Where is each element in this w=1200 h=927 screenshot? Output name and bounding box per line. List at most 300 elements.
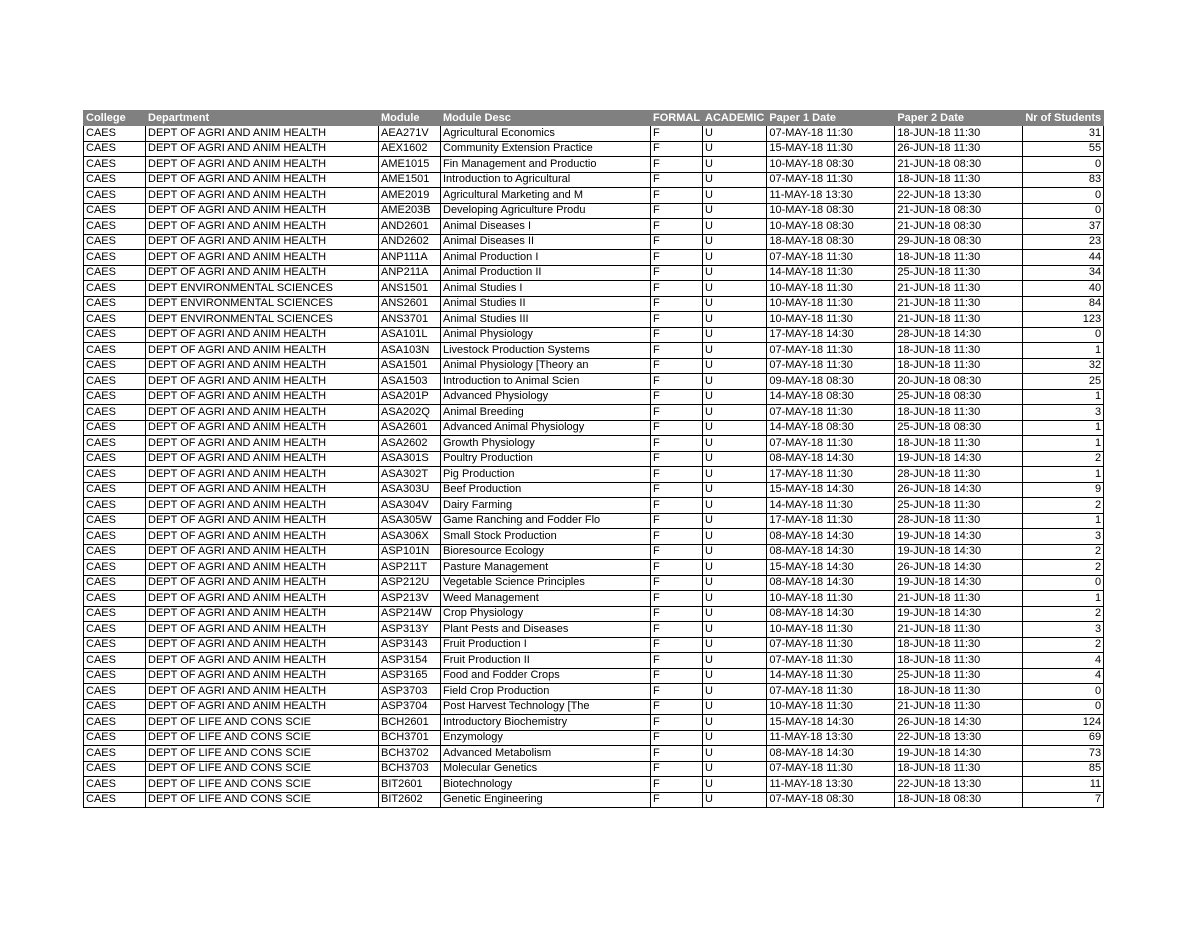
- cell-nr-students: 85: [1023, 761, 1104, 777]
- table-row: [84, 761, 1104, 777]
- cell-department: DEPT OF AGRI AND ANIM HEALTH: [146, 560, 379, 576]
- cell-module-desc: Animal Physiology: [441, 327, 651, 343]
- cell-college: CAES: [84, 203, 146, 219]
- cell-academic: U: [703, 389, 767, 405]
- cell-module: ASA2602: [379, 436, 441, 452]
- cell-academic: U: [703, 219, 767, 235]
- cell-paper2-date: 25-JUN-18 08:30: [895, 420, 1023, 436]
- cell-paper2-date: 22-JUN-18 13:30: [895, 188, 1023, 204]
- table-row: [84, 141, 1104, 157]
- cell-department: DEPT OF AGRI AND ANIM HEALTH: [146, 327, 379, 343]
- cell-paper2-date: 21-JUN-18 11:30: [895, 622, 1023, 638]
- cell-department: DEPT OF AGRI AND ANIM HEALTH: [146, 498, 379, 514]
- cell-college: CAES: [84, 668, 146, 684]
- cell-paper2-date: 28-JUN-18 14:30: [895, 327, 1023, 343]
- cell-paper2-date: 19-JUN-18 14:30: [895, 575, 1023, 591]
- cell-paper2-date: 18-JUN-18 11:30: [895, 761, 1023, 777]
- cell-college: CAES: [84, 281, 146, 297]
- cell-academic: U: [703, 327, 767, 343]
- cell-paper2-date: 21-JUN-18 11:30: [895, 296, 1023, 312]
- cell-nr-students: 4: [1023, 668, 1104, 684]
- cell-module: ASP101N: [379, 544, 441, 560]
- cell-paper2-date: 20-JUN-18 08:30: [895, 374, 1023, 390]
- cell-nr-students: 1: [1023, 467, 1104, 483]
- cell-paper1-date: 07-MAY-18 11:30: [767, 358, 895, 374]
- cell-nr-students: 1: [1023, 591, 1104, 607]
- cell-formal: F: [651, 281, 703, 297]
- cell-nr-students: 83: [1023, 172, 1104, 188]
- table-row: [84, 234, 1104, 250]
- cell-college: CAES: [84, 560, 146, 576]
- cell-paper2-date: 25-JUN-18 11:30: [895, 265, 1023, 281]
- cell-module: ASA302T: [379, 467, 441, 483]
- cell-module-desc: Advanced Metabolism: [441, 746, 651, 762]
- cell-module: AND2601: [379, 219, 441, 235]
- cell-module-desc: Advanced Animal Physiology: [441, 420, 651, 436]
- cell-paper1-date: 08-MAY-18 14:30: [767, 575, 895, 591]
- cell-formal: F: [651, 715, 703, 731]
- cell-department: DEPT OF AGRI AND ANIM HEALTH: [146, 606, 379, 622]
- cell-module: ASP3165: [379, 668, 441, 684]
- cell-nr-students: 2: [1023, 560, 1104, 576]
- cell-academic: U: [703, 451, 767, 467]
- cell-formal: F: [651, 606, 703, 622]
- cell-module: AEA271V: [379, 126, 441, 142]
- cell-department: DEPT OF AGRI AND ANIM HEALTH: [146, 513, 379, 529]
- table-row: [84, 188, 1104, 204]
- cell-academic: U: [703, 668, 767, 684]
- cell-department: DEPT OF LIFE AND CONS SCIE: [146, 792, 379, 808]
- cell-module: ANS3701: [379, 312, 441, 328]
- cell-module: AME1501: [379, 172, 441, 188]
- cell-academic: U: [703, 467, 767, 483]
- cell-department: DEPT OF AGRI AND ANIM HEALTH: [146, 668, 379, 684]
- cell-academic: U: [703, 157, 767, 173]
- cell-academic: U: [703, 591, 767, 607]
- cell-paper2-date: 21-JUN-18 08:30: [895, 203, 1023, 219]
- table-row: [84, 575, 1104, 591]
- cell-college: CAES: [84, 637, 146, 653]
- header-module: Module: [379, 111, 441, 126]
- cell-academic: U: [703, 699, 767, 715]
- cell-college: CAES: [84, 575, 146, 591]
- cell-module-desc: Game Ranching and Fodder Flo: [441, 513, 651, 529]
- cell-academic: U: [703, 405, 767, 421]
- cell-nr-students: 84: [1023, 296, 1104, 312]
- cell-paper2-date: 18-JUN-18 08:30: [895, 792, 1023, 808]
- cell-module: ASA1501: [379, 358, 441, 374]
- cell-academic: U: [703, 312, 767, 328]
- cell-module-desc: Fruit Production II: [441, 653, 651, 669]
- cell-module: ASA201P: [379, 389, 441, 405]
- cell-module: ASP3704: [379, 699, 441, 715]
- cell-formal: F: [651, 141, 703, 157]
- cell-module-desc: Growth Physiology: [441, 436, 651, 452]
- table-header: [84, 111, 1104, 126]
- cell-paper1-date: 07-MAY-18 11:30: [767, 126, 895, 142]
- cell-module-desc: Molecular Genetics: [441, 761, 651, 777]
- cell-module: ASA202Q: [379, 405, 441, 421]
- cell-nr-students: 3: [1023, 405, 1104, 421]
- cell-academic: U: [703, 172, 767, 188]
- cell-paper1-date: 07-MAY-18 11:30: [767, 436, 895, 452]
- cell-module: ANS1501: [379, 281, 441, 297]
- table-row: [84, 157, 1104, 173]
- cell-college: CAES: [84, 451, 146, 467]
- cell-department: DEPT OF AGRI AND ANIM HEALTH: [146, 482, 379, 498]
- table-row: [84, 513, 1104, 529]
- cell-academic: U: [703, 746, 767, 762]
- cell-college: CAES: [84, 653, 146, 669]
- cell-college: CAES: [84, 777, 146, 793]
- cell-formal: F: [651, 296, 703, 312]
- cell-nr-students: 2: [1023, 451, 1104, 467]
- table-row: [84, 668, 1104, 684]
- cell-paper1-date: 11-MAY-18 13:30: [767, 188, 895, 204]
- cell-academic: U: [703, 606, 767, 622]
- table-row: [84, 637, 1104, 653]
- cell-paper1-date: 08-MAY-18 14:30: [767, 746, 895, 762]
- cell-formal: F: [651, 203, 703, 219]
- cell-nr-students: 2: [1023, 637, 1104, 653]
- cell-paper1-date: 11-MAY-18 13:30: [767, 730, 895, 746]
- cell-college: CAES: [84, 529, 146, 545]
- header-row: [84, 111, 1104, 126]
- cell-department: DEPT OF AGRI AND ANIM HEALTH: [146, 374, 379, 390]
- cell-formal: F: [651, 482, 703, 498]
- cell-paper2-date: 18-JUN-18 11:30: [895, 653, 1023, 669]
- cell-paper1-date: 10-MAY-18 08:30: [767, 157, 895, 173]
- cell-paper1-date: 10-MAY-18 11:30: [767, 312, 895, 328]
- table-row: [84, 467, 1104, 483]
- cell-department: DEPT OF LIFE AND CONS SCIE: [146, 746, 379, 762]
- cell-paper2-date: 25-JUN-18 08:30: [895, 389, 1023, 405]
- cell-paper1-date: 15-MAY-18 11:30: [767, 141, 895, 157]
- cell-academic: U: [703, 560, 767, 576]
- cell-department: DEPT OF AGRI AND ANIM HEALTH: [146, 436, 379, 452]
- cell-module: ASA305W: [379, 513, 441, 529]
- cell-college: CAES: [84, 606, 146, 622]
- cell-formal: F: [651, 637, 703, 653]
- cell-paper1-date: 18-MAY-18 08:30: [767, 234, 895, 250]
- table-row: [84, 405, 1104, 421]
- table-row: [84, 606, 1104, 622]
- cell-module-desc: Animal Diseases II: [441, 234, 651, 250]
- cell-academic: U: [703, 358, 767, 374]
- cell-module-desc: Crop Physiology: [441, 606, 651, 622]
- cell-formal: F: [651, 219, 703, 235]
- cell-module-desc: Agricultural Marketing and M: [441, 188, 651, 204]
- cell-department: DEPT OF AGRI AND ANIM HEALTH: [146, 358, 379, 374]
- cell-academic: U: [703, 436, 767, 452]
- cell-module: ASA2601: [379, 420, 441, 436]
- cell-formal: F: [651, 591, 703, 607]
- cell-module: BCH3701: [379, 730, 441, 746]
- cell-nr-students: 0: [1023, 684, 1104, 700]
- cell-paper2-date: 19-JUN-18 14:30: [895, 529, 1023, 545]
- cell-module-desc: Agricultural Economics: [441, 126, 651, 142]
- table-row: [84, 312, 1104, 328]
- table-row: [84, 498, 1104, 514]
- cell-academic: U: [703, 544, 767, 560]
- cell-college: CAES: [84, 141, 146, 157]
- table-row: [84, 544, 1104, 560]
- table-row: [84, 451, 1104, 467]
- cell-paper2-date: 18-JUN-18 11:30: [895, 126, 1023, 142]
- table-row: [84, 203, 1104, 219]
- cell-module: ASP313Y: [379, 622, 441, 638]
- cell-college: CAES: [84, 746, 146, 762]
- cell-department: DEPT OF AGRI AND ANIM HEALTH: [146, 126, 379, 142]
- cell-nr-students: 73: [1023, 746, 1104, 762]
- cell-module: ANS2601: [379, 296, 441, 312]
- cell-paper1-date: 10-MAY-18 11:30: [767, 296, 895, 312]
- cell-paper1-date: 14-MAY-18 11:30: [767, 498, 895, 514]
- cell-nr-students: 11: [1023, 777, 1104, 793]
- cell-department: DEPT OF AGRI AND ANIM HEALTH: [146, 544, 379, 560]
- table-row: [84, 436, 1104, 452]
- cell-department: DEPT OF AGRI AND ANIM HEALTH: [146, 575, 379, 591]
- cell-module-desc: Field Crop Production: [441, 684, 651, 700]
- cell-module: AEX1602: [379, 141, 441, 157]
- cell-department: DEPT OF AGRI AND ANIM HEALTH: [146, 591, 379, 607]
- cell-paper2-date: 25-JUN-18 11:30: [895, 668, 1023, 684]
- cell-academic: U: [703, 792, 767, 808]
- cell-formal: F: [651, 188, 703, 204]
- cell-formal: F: [651, 358, 703, 374]
- cell-module: AME203B: [379, 203, 441, 219]
- cell-formal: F: [651, 777, 703, 793]
- cell-paper1-date: 14-MAY-18 08:30: [767, 389, 895, 405]
- cell-paper2-date: 19-JUN-18 14:30: [895, 746, 1023, 762]
- cell-module: ASP214W: [379, 606, 441, 622]
- cell-formal: F: [651, 622, 703, 638]
- cell-formal: F: [651, 560, 703, 576]
- cell-module: ANP111A: [379, 250, 441, 266]
- table-row: [84, 730, 1104, 746]
- cell-module-desc: Community Extension Practice: [441, 141, 651, 157]
- cell-department: DEPT OF AGRI AND ANIM HEALTH: [146, 234, 379, 250]
- table-row: [84, 358, 1104, 374]
- cell-paper2-date: 18-JUN-18 11:30: [895, 684, 1023, 700]
- cell-nr-students: 0: [1023, 699, 1104, 715]
- cell-module-desc: Biotechnology: [441, 777, 651, 793]
- cell-module-desc: Advanced Physiology: [441, 389, 651, 405]
- cell-formal: F: [651, 374, 703, 390]
- cell-module: AME1015: [379, 157, 441, 173]
- cell-paper1-date: 07-MAY-18 11:30: [767, 172, 895, 188]
- cell-paper2-date: 18-JUN-18 11:30: [895, 172, 1023, 188]
- cell-formal: F: [651, 451, 703, 467]
- cell-nr-students: 0: [1023, 203, 1104, 219]
- cell-formal: F: [651, 467, 703, 483]
- cell-formal: F: [651, 668, 703, 684]
- cell-module-desc: Bioresource Ecology: [441, 544, 651, 560]
- cell-paper2-date: 28-JUN-18 11:30: [895, 513, 1023, 529]
- cell-academic: U: [703, 730, 767, 746]
- cell-nr-students: 3: [1023, 622, 1104, 638]
- cell-academic: U: [703, 761, 767, 777]
- table-row: [84, 529, 1104, 545]
- cell-paper2-date: 26-JUN-18 14:30: [895, 715, 1023, 731]
- table-row: [84, 792, 1104, 808]
- cell-paper2-date: 18-JUN-18 11:30: [895, 637, 1023, 653]
- cell-module-desc: Vegetable Science Principles: [441, 575, 651, 591]
- cell-paper1-date: 10-MAY-18 11:30: [767, 699, 895, 715]
- cell-academic: U: [703, 374, 767, 390]
- cell-module-desc: Animal Breeding: [441, 405, 651, 421]
- cell-nr-students: 124: [1023, 715, 1104, 731]
- cell-module: ASA1503: [379, 374, 441, 390]
- exam-schedule-table: [83, 110, 1104, 808]
- cell-nr-students: 1: [1023, 513, 1104, 529]
- cell-formal: F: [651, 343, 703, 359]
- cell-department: DEPT ENVIRONMENTAL SCIENCES: [146, 312, 379, 328]
- cell-formal: F: [651, 498, 703, 514]
- header-nr-students: Nr of Students: [1023, 111, 1104, 126]
- cell-college: CAES: [84, 250, 146, 266]
- cell-module: ASP3703: [379, 684, 441, 700]
- cell-paper2-date: 18-JUN-18 11:30: [895, 358, 1023, 374]
- table-row: [84, 560, 1104, 576]
- cell-paper1-date: 08-MAY-18 14:30: [767, 451, 895, 467]
- table-row: [84, 591, 1104, 607]
- table-row: [84, 777, 1104, 793]
- cell-paper1-date: 07-MAY-18 11:30: [767, 653, 895, 669]
- cell-paper1-date: 15-MAY-18 14:30: [767, 482, 895, 498]
- cell-nr-students: 23: [1023, 234, 1104, 250]
- cell-department: DEPT OF AGRI AND ANIM HEALTH: [146, 250, 379, 266]
- cell-college: CAES: [84, 172, 146, 188]
- cell-college: CAES: [84, 389, 146, 405]
- header-department: Department: [146, 111, 379, 126]
- cell-module-desc: Post Harvest Technology [The: [441, 699, 651, 715]
- cell-nr-students: 9: [1023, 482, 1104, 498]
- cell-module-desc: Introduction to Animal Scien: [441, 374, 651, 390]
- cell-formal: F: [651, 544, 703, 560]
- cell-module-desc: Plant Pests and Diseases: [441, 622, 651, 638]
- cell-paper1-date: 09-MAY-18 08:30: [767, 374, 895, 390]
- cell-academic: U: [703, 513, 767, 529]
- cell-academic: U: [703, 622, 767, 638]
- table-row: [84, 374, 1104, 390]
- cell-paper1-date: 08-MAY-18 14:30: [767, 606, 895, 622]
- cell-department: DEPT OF AGRI AND ANIM HEALTH: [146, 389, 379, 405]
- cell-formal: F: [651, 761, 703, 777]
- table-row: [84, 715, 1104, 731]
- cell-module-desc: Animal Production I: [441, 250, 651, 266]
- cell-formal: F: [651, 405, 703, 421]
- cell-department: DEPT OF AGRI AND ANIM HEALTH: [146, 172, 379, 188]
- cell-academic: U: [703, 684, 767, 700]
- cell-college: CAES: [84, 358, 146, 374]
- cell-paper1-date: 14-MAY-18 08:30: [767, 420, 895, 436]
- table-row: [84, 126, 1104, 142]
- cell-paper2-date: 21-JUN-18 08:30: [895, 157, 1023, 173]
- cell-formal: F: [651, 529, 703, 545]
- cell-paper1-date: 17-MAY-18 14:30: [767, 327, 895, 343]
- cell-academic: U: [703, 343, 767, 359]
- cell-module-desc: Introduction to Agricultural: [441, 172, 651, 188]
- cell-module: ASP213V: [379, 591, 441, 607]
- cell-nr-students: 1: [1023, 436, 1104, 452]
- cell-paper1-date: 07-MAY-18 08:30: [767, 792, 895, 808]
- cell-module-desc: Dairy Farming: [441, 498, 651, 514]
- cell-college: CAES: [84, 622, 146, 638]
- cell-academic: U: [703, 482, 767, 498]
- cell-module-desc: Pig Production: [441, 467, 651, 483]
- cell-academic: U: [703, 203, 767, 219]
- cell-academic: U: [703, 126, 767, 142]
- cell-department: DEPT OF LIFE AND CONS SCIE: [146, 761, 379, 777]
- cell-department: DEPT OF AGRI AND ANIM HEALTH: [146, 467, 379, 483]
- cell-department: DEPT OF AGRI AND ANIM HEALTH: [146, 405, 379, 421]
- cell-paper2-date: 22-JUN-18 13:30: [895, 730, 1023, 746]
- cell-paper1-date: 07-MAY-18 11:30: [767, 250, 895, 266]
- cell-formal: F: [651, 389, 703, 405]
- table-body: [84, 126, 1104, 808]
- cell-paper2-date: 19-JUN-18 14:30: [895, 451, 1023, 467]
- table-row: [84, 250, 1104, 266]
- cell-nr-students: 123: [1023, 312, 1104, 328]
- cell-paper2-date: 19-JUN-18 14:30: [895, 606, 1023, 622]
- table-row: [84, 684, 1104, 700]
- header-formal: FORMAL: [651, 111, 703, 126]
- cell-department: DEPT OF AGRI AND ANIM HEALTH: [146, 653, 379, 669]
- cell-nr-students: 37: [1023, 219, 1104, 235]
- cell-academic: U: [703, 265, 767, 281]
- cell-department: DEPT OF AGRI AND ANIM HEALTH: [146, 622, 379, 638]
- cell-formal: F: [651, 513, 703, 529]
- cell-nr-students: 40: [1023, 281, 1104, 297]
- table-row: [84, 389, 1104, 405]
- cell-paper2-date: 26-JUN-18 14:30: [895, 560, 1023, 576]
- cell-formal: F: [651, 575, 703, 591]
- cell-nr-students: 32: [1023, 358, 1104, 374]
- header-college: College: [84, 111, 146, 126]
- cell-college: CAES: [84, 482, 146, 498]
- table-row: [84, 622, 1104, 638]
- cell-academic: U: [703, 777, 767, 793]
- header-academic: ACADEMIC: [703, 111, 767, 126]
- cell-paper1-date: 14-MAY-18 11:30: [767, 265, 895, 281]
- table-row: [84, 343, 1104, 359]
- cell-department: DEPT OF AGRI AND ANIM HEALTH: [146, 684, 379, 700]
- cell-nr-students: 34: [1023, 265, 1104, 281]
- cell-paper1-date: 17-MAY-18 11:30: [767, 513, 895, 529]
- cell-department: DEPT ENVIRONMENTAL SCIENCES: [146, 281, 379, 297]
- cell-formal: F: [651, 312, 703, 328]
- cell-college: CAES: [84, 544, 146, 560]
- cell-college: CAES: [84, 436, 146, 452]
- cell-paper1-date: 07-MAY-18 11:30: [767, 761, 895, 777]
- cell-formal: F: [651, 265, 703, 281]
- cell-college: CAES: [84, 296, 146, 312]
- cell-paper2-date: 21-JUN-18 11:30: [895, 591, 1023, 607]
- cell-paper2-date: 19-JUN-18 14:30: [895, 544, 1023, 560]
- cell-module: AND2602: [379, 234, 441, 250]
- cell-module: BCH3702: [379, 746, 441, 762]
- cell-department: DEPT OF AGRI AND ANIM HEALTH: [146, 343, 379, 359]
- cell-academic: U: [703, 529, 767, 545]
- cell-module: ASA306X: [379, 529, 441, 545]
- cell-academic: U: [703, 281, 767, 297]
- cell-formal: F: [651, 436, 703, 452]
- cell-academic: U: [703, 653, 767, 669]
- cell-module: BCH2601: [379, 715, 441, 731]
- cell-academic: U: [703, 296, 767, 312]
- cell-module: ASA304V: [379, 498, 441, 514]
